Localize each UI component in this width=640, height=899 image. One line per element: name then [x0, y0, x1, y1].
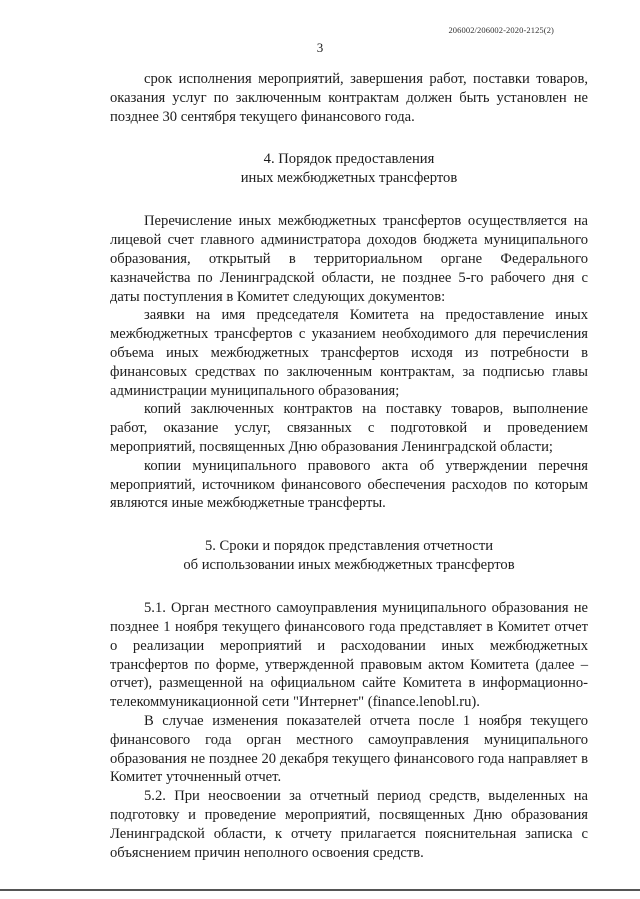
document-body: [110, 70, 588, 862]
section-4-paragraph-4: копии муниципального правового акта об утверждении перечня мероприятий, источником финансового обеспечения расходов по которым являются иные межбюджетные трансферты.: [110, 457, 588, 512]
scan-edge-line: [0, 889, 640, 891]
intro-paragraph: срок исполнения мероприятий, завершения работ, поставки товаров, оказания услуг по заключенным контрактам должен быть установлен не позднее 30 сентября текущего финансового года.: [110, 71, 588, 125]
section-4-paragraph-1: Перечисление иных межбюджетных трансфертов осуществляется на лицевой счет главного администратора доходов бюджета муниципального образования, открытый в территориальном органе Федерального казначейства по Ленинградской области, не позднее 5-го рабочего дня с даты поступления в Комитет следующих документов:: [110, 213, 588, 305]
section-5-title-line-1: 5. Сроки и порядок представления отчетности: [204, 538, 494, 555]
section-4-title-line-2: иных межбюджетных трансфертов: [240, 170, 458, 187]
section-4-paragraph-2: заявки на имя председателя Комитета на предоставление иных межбюджетных трансфертов с указанием необходимого для перечисления объема иных межбюджетных трансфертов исходя из потребности в финансовых средствах по заключенным контрактам, за подписью главы администрации муниципального образования;: [110, 307, 588, 399]
section-5-title-line-2: об использовании иных межбюджетных трансфертов: [183, 557, 515, 574]
section-4-paragraph-3: копий заключенных контрактов на поставку товаров, выполнение работ, оказание услуг, связанных с подготовкой и проведением мероприятий, посвященных Дню образования Ленинградской области;: [110, 401, 588, 455]
document-id: 206002/206002-2020-2125(2): [448, 25, 554, 35]
section-5-paragraph-1: 5.1. Орган местного самоуправления муниципального образования не позднее 1 ноября текущего финансового года представляет в Комитет отчет о реализации мероприятий и расходовании иных межбюджетных трансфертов по форме, утвержденной правовым актом Комитета (далее – отчет), размещенной на официальном сайте Комитета в информационно-телекоммуникационной сети "Интернет" (finance.lenobl.ru).: [110, 600, 588, 711]
section-5-paragraph-2: В случае изменения показателей отчета после 1 ноября текущего финансового года орган местного самоуправления муниципального образования не позднее 20 декабря текущего финансового года направляет в Комитет уточненный отчет.: [110, 712, 588, 786]
page-number: 3: [316, 40, 324, 55]
section-5-paragraph-3: 5.2. При неосвоении за отчетный период средств, выделенных на подготовку и проведение мероприятий, посвященных Дню образования Ленинградской области, к отчету прилагается пояснительная записка с объяснением причин неполного освоения средств.: [110, 788, 588, 861]
section-4-title-line-1: 4. Порядок предоставления: [263, 151, 435, 168]
